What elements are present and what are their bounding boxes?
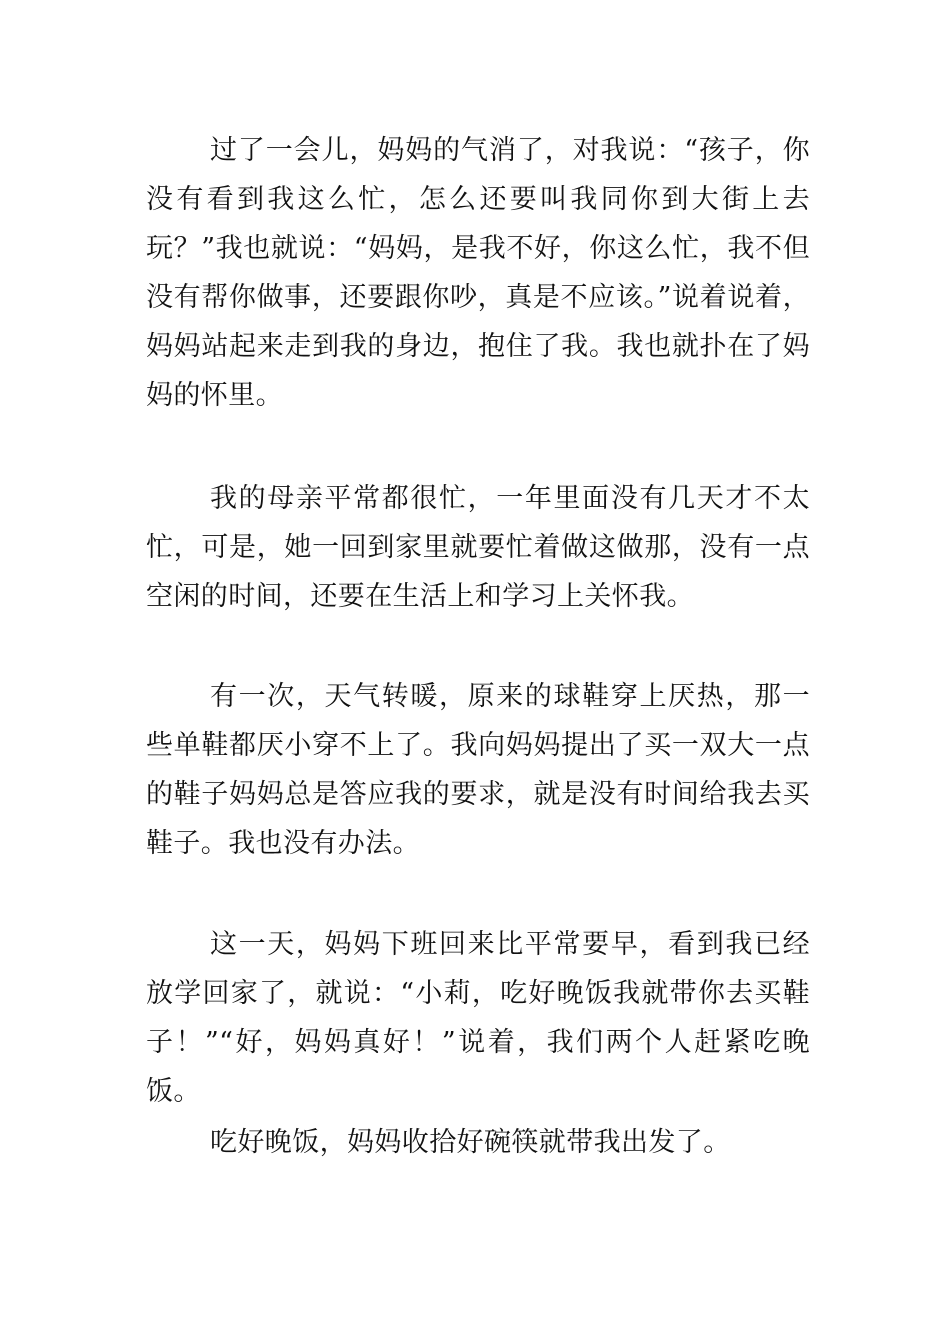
paragraph-5: 吃好晚饭，妈妈收拾好碗筷就带我出发了。 xyxy=(210,1127,731,1158)
paragraph-3: 有一次，天气转暖，原来的球鞋穿上厌热，那一些单鞋都厌小穿不上了。我向妈妈提出了买一双大一点的鞋子妈妈总是答应我的要求，就是没有时间给我去买鞋子。我也没有办法。 xyxy=(146,681,810,859)
paragraph-2: 我的母亲平常都很忙，一年里面没有几天才不太忙，可是，她一回到家里就要忙着做这做那，没有一点空闲的时间，还要在生活上和学习上关怀我。 xyxy=(146,483,810,612)
paragraph-1: 过了一会儿，妈妈的气消了，对我说：“孩子，你没有看到我这么忙，怎么还要叫我同你到大街上去玩？”我也就说：“妈妈，是我不好，你这么忙，我不但没有帮你做事，还要跟你吵，真是不应该。”说着说着，妈妈站起来走到我的身边，抱住了我。我也就扑在了妈妈的怀里。 xyxy=(146,135,810,411)
paragraph-4: 这一天，妈妈下班回来比平常要早，看到我已经放学回家了，就说：“小莉，吃好晚饭我就带你去买鞋子！”“好，妈妈真好！”说着，我们两个人赶紧吃晚饭。 xyxy=(146,929,810,1107)
